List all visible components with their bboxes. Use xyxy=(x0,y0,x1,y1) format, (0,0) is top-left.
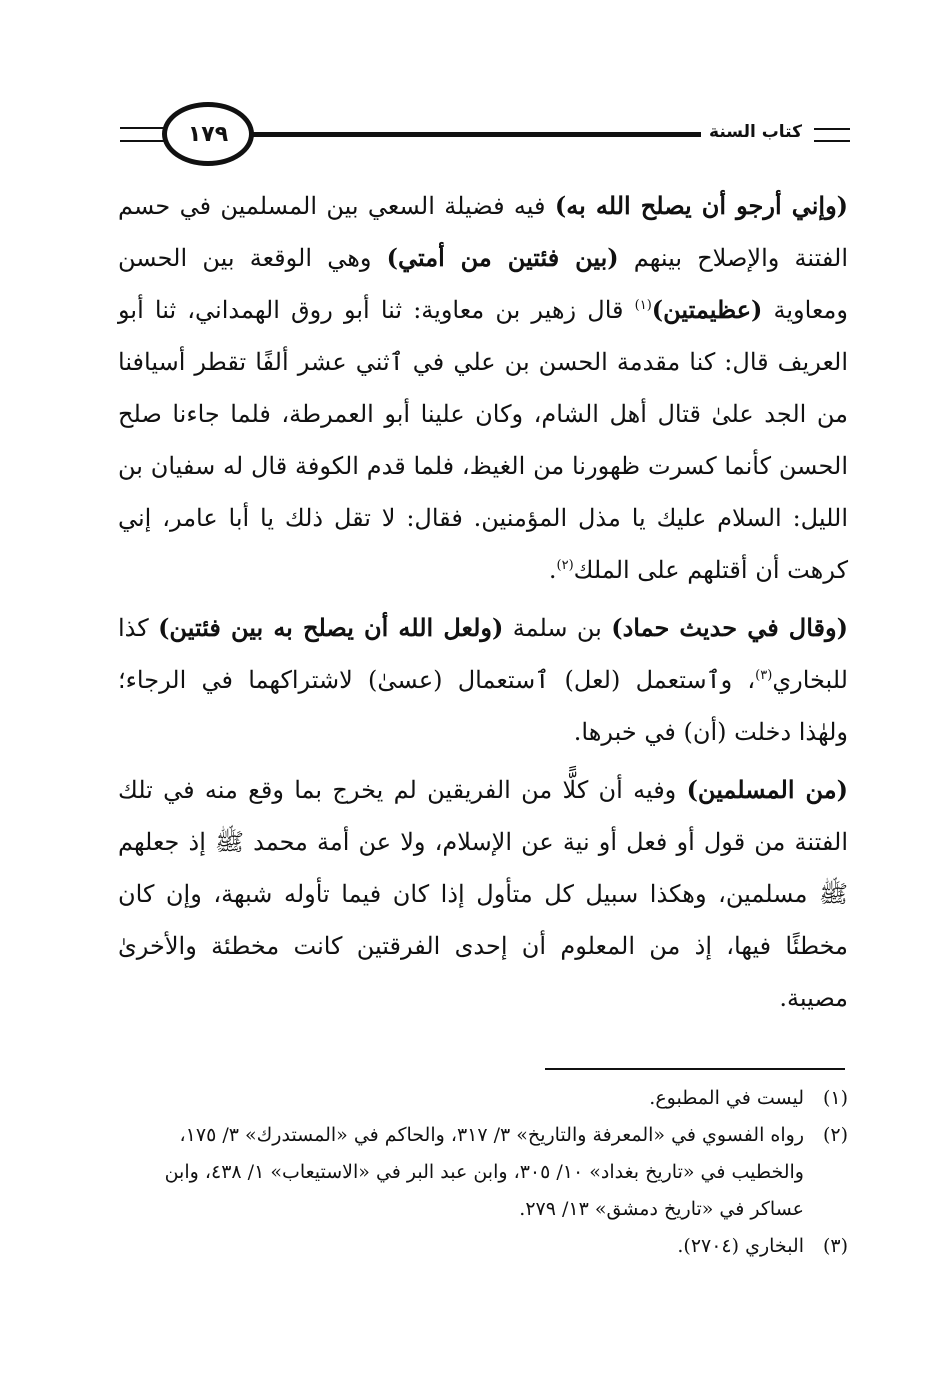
paragraph-2 xyxy=(118,602,848,758)
page-number: ١٧٩ xyxy=(162,102,254,166)
paragraph-text: وهي الوقعة بين الحسن ومعاوية xyxy=(118,244,848,324)
footnotes xyxy=(118,1080,848,1265)
page-header xyxy=(120,100,850,170)
footnote-ref-1: (١) xyxy=(634,298,652,313)
bold-phrase: (وقال في حديث حماد) xyxy=(611,613,848,642)
bold-phrase: (من المسلمين) xyxy=(686,775,849,804)
footnote-mark: (٣) xyxy=(822,1235,848,1257)
main-text xyxy=(118,180,848,1030)
paragraph-text: كذا للبخاري xyxy=(118,614,848,694)
footnote-text: رواه الفسوي في «المعرفة والتاريخ» ٣/ ٣١٧، والحاكم في «المستدرك» ٣/ ١٧٥، والخطيب في «تاريخ بغداد» ١٠/ ٣٠٥، وابن عبد البر في «الاستيعاب» ١/ ٤٣٨، وابن عساكر في «تاريخ دمشق» ١٣/ ٢٧٩. xyxy=(164,1124,804,1220)
footnote-mark: (٢) xyxy=(822,1124,848,1146)
bold-phrase: (ولعل الله أن يصلح به بين فئتين) xyxy=(158,613,504,642)
paragraph-text: ، وٱستعمل (لعل) ٱستعمال (عسىٰ) لاشتراكهما في الرجاء؛ ولهٰذا دخلت (أن) في خبرها. xyxy=(118,666,848,746)
footnote-separator xyxy=(545,1068,845,1070)
footnote-2 xyxy=(118,1117,848,1228)
footnote-text: البخاري (٢٧٠٤). xyxy=(677,1235,804,1257)
paragraph-3 xyxy=(118,764,848,1024)
footnote-ref-3: (٣) xyxy=(755,668,773,683)
bold-phrase: (وإني أرجو أن يصلح الله به) xyxy=(554,191,849,220)
paragraph-1 xyxy=(118,180,848,596)
footnote-1 xyxy=(118,1080,848,1117)
footnote-text: ليست في المطبوع. xyxy=(649,1087,804,1109)
paragraph-text: فيه فضيلة السعي بين المسلمين في حسم الفتنة والإصلاح بينهم xyxy=(118,192,848,272)
paragraph-text: بن سلمة xyxy=(503,614,612,642)
paragraph-text: قال زهير بن معاوية: ثنا أبو روق الهمداني، ثنا أبو العريف قال: كنا مقدمة الحسن بن علي في ٱثني عشر ألفًا تقطر أسيافنا من الجد علىٰ قتال أهل الشام، وكان علينا أبو العمرطة، فلما جاءنا صلح الحسن كأنما كسرت ظهورنا من الغيظ، فلما قدم الكوفة قال له سفيان بن الليل: السلام عليك يا مذل المؤمنين. فقال: لا تقل ذلك يا أبا عامر، إني كرهت أن أقتلهم على الملك xyxy=(118,296,848,584)
header-rule-right-bottom xyxy=(814,140,850,142)
paragraph-text: . xyxy=(548,556,557,584)
footnote-ref-2: (٢) xyxy=(556,558,574,573)
header-rule-right-top xyxy=(814,128,850,130)
footnote-mark: (١) xyxy=(822,1087,848,1109)
footnote-3 xyxy=(118,1228,848,1265)
paragraph-text: وفيه أن كلًّا من الفريقين لم يخرج بما وقع منه في تلك الفتنة من قول أو فعل أو نية عن الإسلام، ولا عن أمة محمد ﷺ إذ جعلهم ﷺ مسلمين، وهكذا سبيل كل متأول إذا كان فيما تأوله شبهة، وإن كان مخطئًا فيها، إذ من المعلوم أن إحدى الفرقتين كانت مخطئة والأخرىٰ مصيبة. xyxy=(118,776,848,1012)
header-rule-center xyxy=(230,132,750,137)
bold-phrase: (عظيمتين) xyxy=(651,295,763,324)
running-book-title: كتاب السنة xyxy=(701,122,810,142)
bold-phrase: (بين فئتين من أمتي) xyxy=(386,243,619,272)
